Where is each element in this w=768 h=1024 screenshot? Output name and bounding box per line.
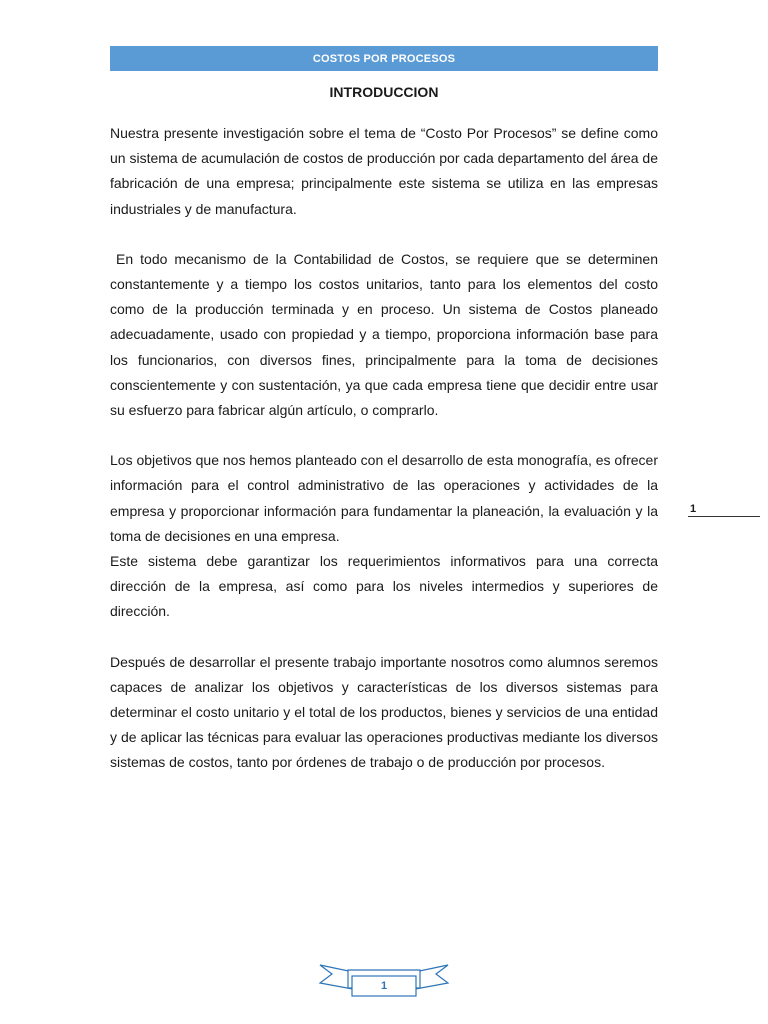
- header-title: COSTOS POR PROCESOS: [312, 52, 456, 65]
- paragraph: Los objetivos que nos hemos planteado con el desarrollo de esta monografía, es ofrecer información para el control administrativo de las operaciones y actividades de la empresa y proporcionar información para fundamentar la planeación, la evaluación y la toma de decisiones en una empresa.: [110, 452, 658, 544]
- paragraph: Después de desarrollar el presente trabajo importante nosotros como alumnos seremos capaces de analizar los objetivos y características de los diversos sistemas para determinar el costo unitario y el total de los productos, bienes y servicios de una entidad y de aplicar las técnicas para evaluar las operaciones productivas mediante los diversos sistemas de costos, tanto por órdenes de trabajo o de producción por procesos.: [110, 653, 658, 771]
- document-body: [110, 121, 658, 776]
- page-title: INTRODUCCION: [329, 84, 439, 100]
- side-page-number: 1: [690, 503, 697, 515]
- paragraph: Nuestra presente investigación sobre el tema de “Costo Por Procesos” se define como un sistema de acumulación de costos de producción por cada departamento del área de fabricación de una empresa; principalmente este sistema se utiliza en las empresas industriales y de manufactura.: [110, 125, 658, 217]
- paragraph: Este sistema debe garantizar los requerimientos informativos para una correcta dirección de la empresa, así como para los niveles intermedios y superiores de dirección.: [110, 553, 658, 620]
- side-page-marker: [688, 502, 760, 517]
- header-bar: [110, 46, 658, 71]
- page-number: 1: [380, 980, 388, 992]
- paragraph: En todo mecanismo de la Contabilidad de Costos, se requiere que se determinen constantemente y a tiempo los costos unitarios, tanto para los elementos del costo como de la producción terminada y en proceso. Un sistema de Costos planeado adecuadamente, usado con propiedad y a tiempo, proporciona información base para los funcionarios, con diversos fines, principalmente para la toma de decisiones conscientemente y con sustentación, ya que cada empresa tiene que decidir entre usar su esfuerzo para fabricar algún artículo, o comprarlo.: [110, 250, 658, 419]
